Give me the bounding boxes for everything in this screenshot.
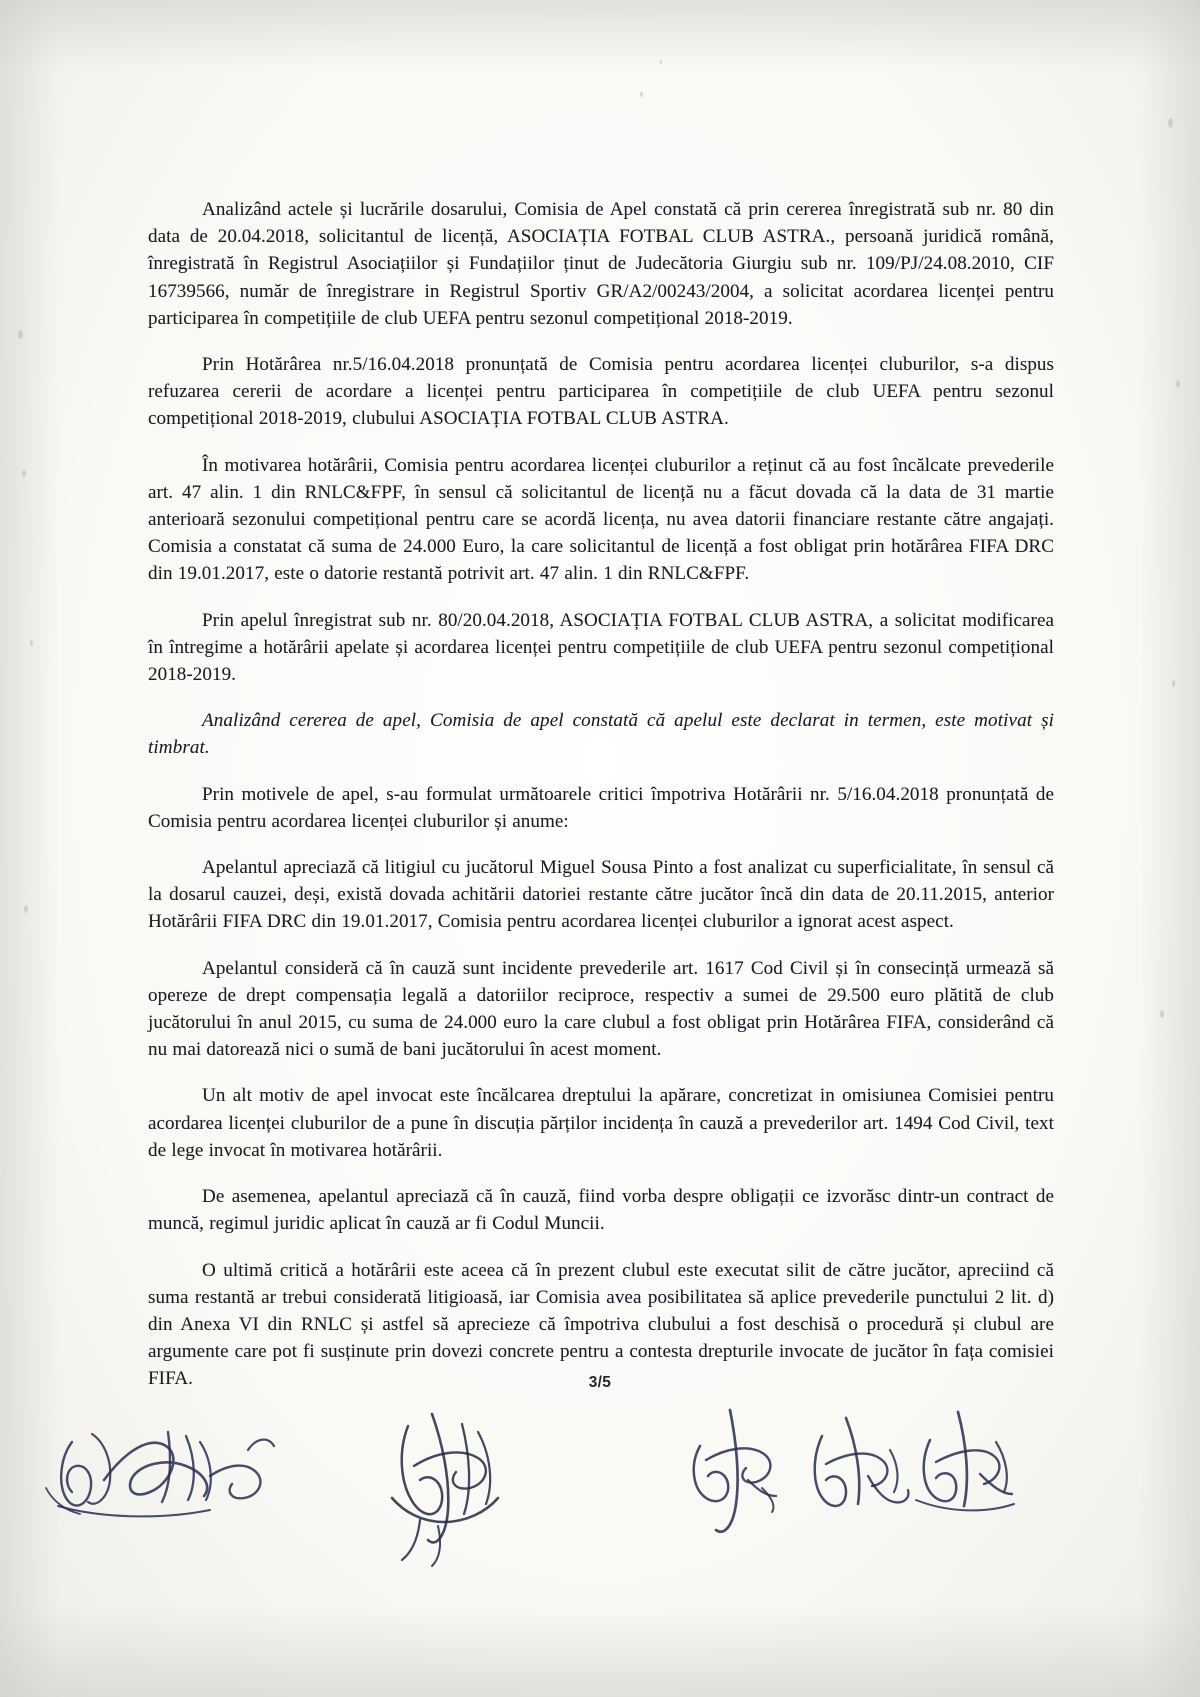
document-body bbox=[148, 196, 1054, 1411]
scan-edge-shadow-top bbox=[0, 0, 1200, 70]
paragraph-7: Apelantul apreciază că litigiul cu jucătorul Miguel Sousa Pinto a fost analizat cu superficialitate, în sensul că la dosarul cauzei, deși, există dovada achitării datoriei restante către jucător încă din data de 20.11.2015, anterior Hotărârii FIFA DRC din 19.01.2017, Comisia pentru acordarea licenței cluburilor a ignorat acest aspect. bbox=[148, 857, 1054, 933]
scan-edge-shadow-left bbox=[0, 0, 60, 1697]
signature-center bbox=[392, 1414, 498, 1566]
signature-right-a bbox=[694, 1410, 776, 1532]
signature-left bbox=[46, 1432, 274, 1516]
scan-speckle bbox=[24, 905, 28, 913]
scan-speckle bbox=[1176, 380, 1180, 388]
scan-speckle bbox=[660, 60, 662, 64]
scan-speckle bbox=[30, 640, 33, 646]
paragraph-11: O ultimă critică a hotărârii este aceea că în prezent clubul este executat silit de către jucător, apreciind că suma restantă ar trebui considerată litigioasă, iar Comisia avea posibilitatea să aplice prevederile punctului 2 lit. d) din Anexa VI din RNLC și astfel să aprecieze că împotriva clubului a fost deschisă o procedură și clubul are argumente care pot fi susținute prin dovezi concrete pentru a contesta drepturile invocate de jucător în fața comisiei FIFA. bbox=[148, 1259, 1054, 1390]
paragraph-2: Prin Hotărârea nr.5/16.04.2018 pronunțată de Comisia pentru acordarea licenței cluburilor, s-a dispus refuzarea cererii de acordare a licenței pentru participarea în competițiile de club UEFA pentru sezonul competițional 2018-2019, clubului ASOCIAȚIA FOTBAL CLUB ASTRA. bbox=[148, 354, 1054, 430]
signature-block bbox=[0, 1380, 1200, 1640]
paragraph-1: Analizând actele și lucrările dosarului, Comisia de Apel constată că prin cererea înregistrată sub nr. 80 din data de 20.04.2018, solicitantul de licență, ASOCIAȚIA FOTBAL CLUB ASTRA., persoană juridică română, înregistrată în Registrul Asociațiilor și Fundațiilor ținut de Judecătoria Giurgiu sub nr. 109/PJ/24.08.2010, CIF 16739566, număr de înregistrare in Registrul Sportiv GR/A2/00243/2004, a solicitat acordarea licenței pentru participarea în competițiile de club UEFA pentru sezonul competițional 2018-2019. bbox=[148, 199, 1054, 329]
paragraph-8: Apelantul consideră că în cauză sunt incidente prevederile art. 1617 Cod Civil și în consecință urmează să opereze de drept compensația legală a datoriilor reciproce, respectiv a sumei de 29.500 euro plătită de club jucătorului în anul 2015, cu suma de 24.000 euro la care clubul a fost obligat prin Hotărârea FIFA, considerând că nu mai datorează nici o sumă de bani jucătorului în acest moment. bbox=[148, 957, 1054, 1061]
scan-speckle bbox=[18, 330, 23, 339]
scan-speckle bbox=[1172, 680, 1175, 687]
scan-edge-shadow-bottom bbox=[0, 1607, 1200, 1697]
page-number: 3/5 bbox=[588, 1374, 612, 1391]
paragraph-6: Prin motivele de apel, s-au formulat următoarele critici împotriva Hotărârii nr. 5/16.04.2018 pronunțată de Comisia pentru acordarea licenței cluburilor și anume: bbox=[148, 783, 1054, 832]
scan-speckle bbox=[640, 92, 643, 97]
scan-speckle bbox=[1160, 1010, 1164, 1018]
paragraph-9: Un alt motiv de apel invocat este încălcarea dreptului la apărare, concretizat in omisiunea Comisiei pentru acordarea licenței cluburilor de a pune în discuția părților incidența în cauză a prevederilor art. 1494 Cod Civil, text de lege invocat în motivarea hotărârii. bbox=[148, 1085, 1054, 1161]
scan-speckle bbox=[22, 470, 26, 477]
scan-speckle bbox=[1168, 118, 1173, 128]
signature-right-b bbox=[815, 1418, 909, 1506]
paragraph-4: Prin apelul înregistrat sub nr. 80/20.04.2018, ASOCIAȚIA FOTBAL CLUB ASTRA, a solicitat modificarea în întregime a hotărârii apelate și acordarea licenței pentru competițiile de club UEFA pentru sezonul competițional 2018-2019. bbox=[148, 609, 1054, 686]
paragraph-10: De asemenea, apelantul apreciază că în cauză, fiind vorba despre obligații ce izvorăsc dintr-un contract de muncă, regimul juridic aplicat în cauză ar fi Codul Muncii. bbox=[148, 1186, 1054, 1235]
paragraph-5-appeal-admissibility: Analizând cererea de apel, Comisia de apel constată că apelul este declarat in termen, este motivat și timbrat. bbox=[148, 710, 1054, 759]
scan-edge-shadow-right bbox=[1140, 0, 1200, 1697]
paragraph-3: În motivarea hotărârii, Comisia pentru acordarea licenței cluburilor a reținut că au fost încălcate prevederile art. 47 alin. 1 din RNLC&FPF, în sensul că solicitantul de licență nu a făcut dovada că la data de 31 martie anterioară sezonului competițional pentru care se acordă licența, nu avea datorii financiare restante către angajați. Comisia a constatat că suma de 24.000 Euro, la care solicitantul de licență a fost obligat prin hotărârea FIFA DRC din 19.01.2017, este o datorie restantă potrivit art. 47 alin. 1 din RNLC&FPF. bbox=[148, 454, 1054, 585]
signature-right-c bbox=[916, 1412, 1014, 1510]
